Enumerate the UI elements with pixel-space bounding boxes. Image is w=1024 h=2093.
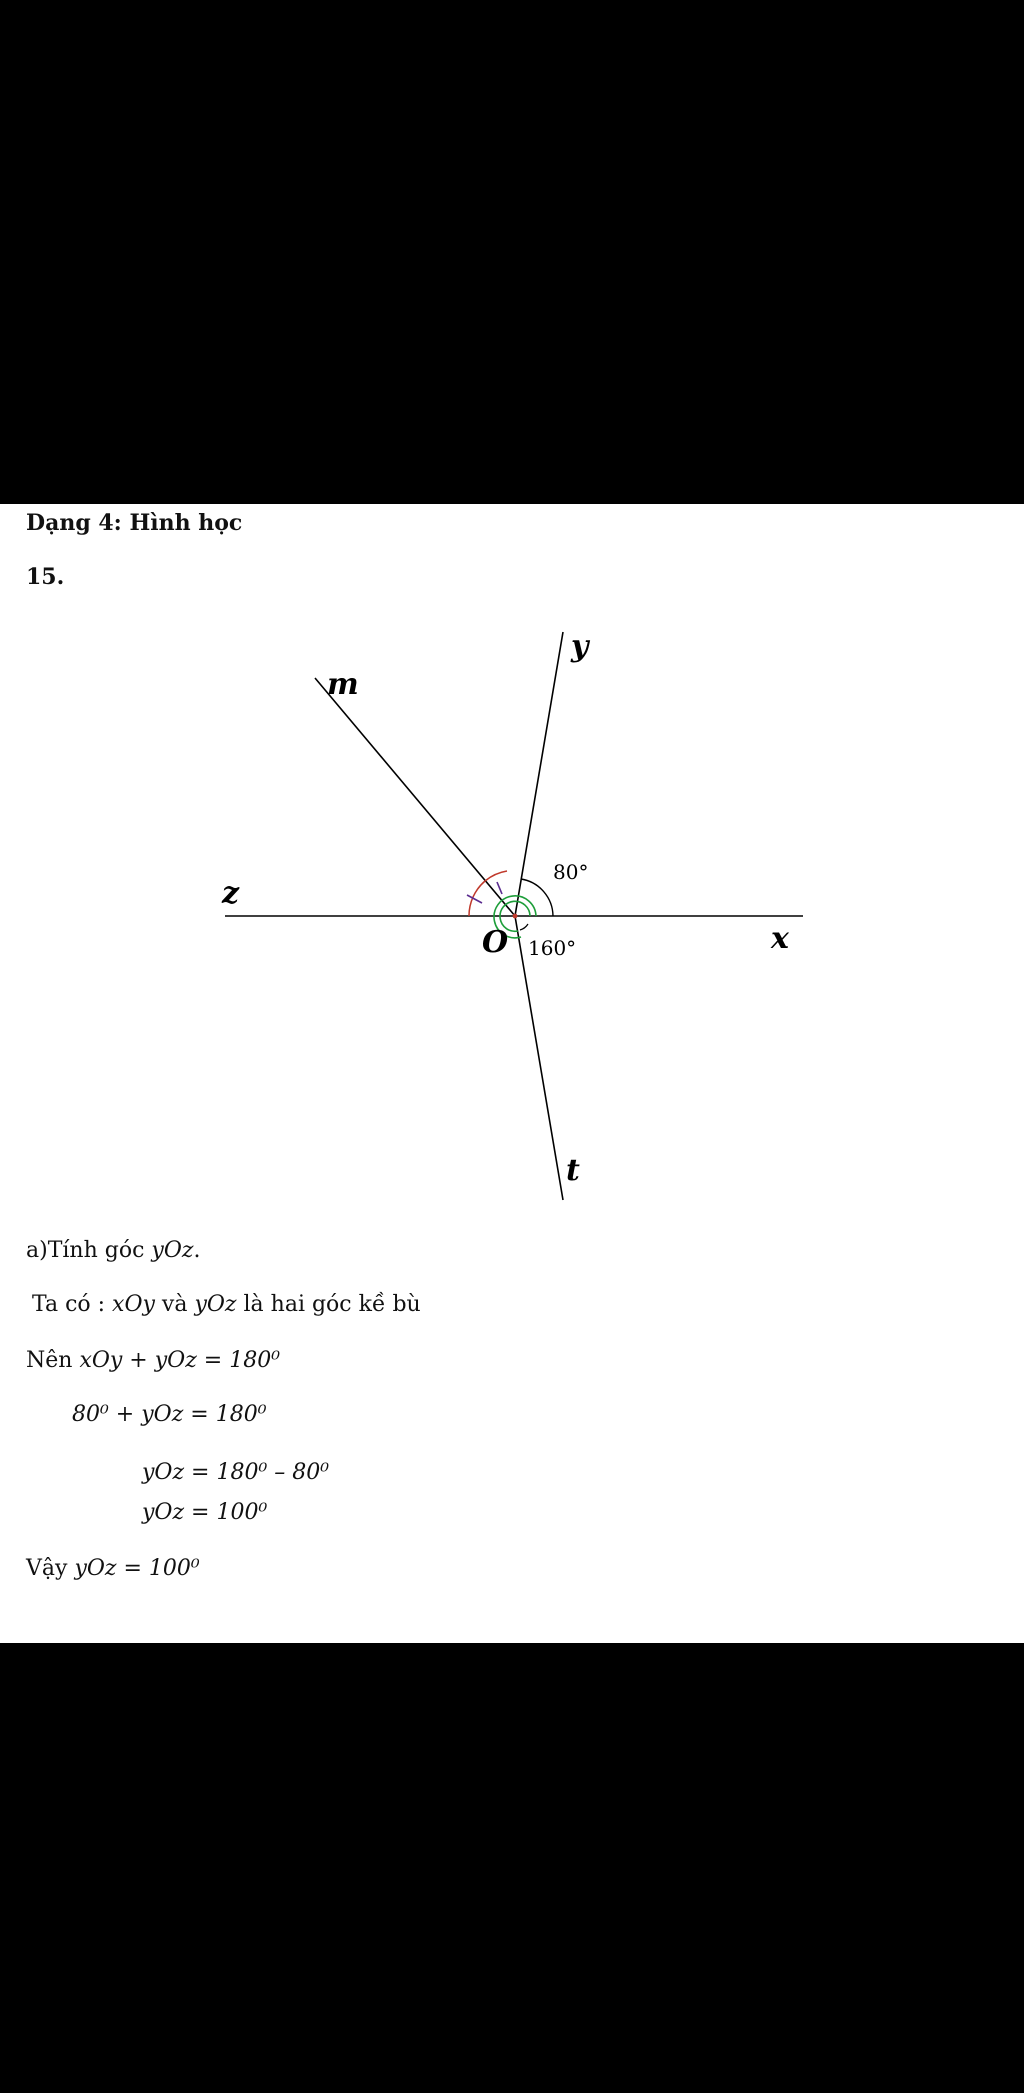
solution-line-4: yOz = 180⁰ – 80⁰ (142, 1460, 330, 1485)
label-m: m (327, 667, 359, 702)
line2-prefix: Nên (26, 1348, 80, 1373)
angle-arc-xoy (521, 879, 553, 916)
conclusion-expr: yOz = 100⁰ (74, 1556, 200, 1581)
solution-line-5: yOz = 100⁰ (142, 1500, 268, 1525)
label-angle-160: 160° (528, 936, 577, 960)
solution-line-1 (32, 1292, 421, 1317)
tick-mark-zom (467, 895, 482, 903)
line1-angle-yoz: yOz (194, 1292, 237, 1317)
solution-conclusion (26, 1556, 200, 1581)
tick-mark-moy (497, 882, 502, 894)
label-z: z (222, 876, 240, 911)
part-a-end: . (193, 1238, 201, 1263)
part-a-title (26, 1238, 200, 1263)
line1-prefix: Ta có : (32, 1292, 113, 1317)
document-page (0, 504, 1024, 1643)
label-angle-80: 80° (553, 860, 589, 884)
line1-suffix: là hai góc kề bù (236, 1292, 421, 1317)
part-a-label: a)Tính góc (26, 1238, 152, 1263)
part-a-angle: yOz (151, 1238, 194, 1263)
label-t: t (566, 1153, 580, 1188)
solution-line-2 (26, 1348, 280, 1373)
point-o (513, 914, 518, 919)
problem-number: 15. (26, 564, 65, 590)
label-x: x (771, 921, 789, 956)
line1-angle-xoy: xOy (112, 1292, 155, 1317)
line1-mid: và (154, 1292, 195, 1317)
label-y: y (571, 629, 589, 664)
angle-arc-moy (485, 871, 507, 881)
line2-expr: xOy + yOz = 180⁰ (79, 1348, 281, 1373)
conclusion-prefix: Vậy (26, 1556, 75, 1581)
section-heading: Dạng 4: Hình học (26, 510, 243, 536)
solution-line-3: 80⁰ + yOz = 180⁰ (72, 1402, 267, 1427)
label-o: O (482, 925, 509, 960)
angle-arc-xot (520, 924, 528, 930)
geometry-figure (0, 504, 1024, 1224)
angle-arc-zom (469, 881, 485, 916)
